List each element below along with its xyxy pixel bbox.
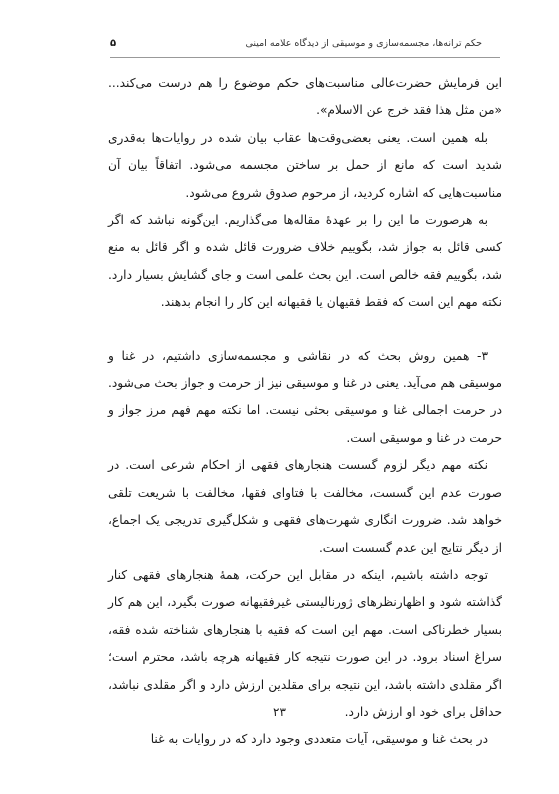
paragraph: توجه داشته باشیم، اینکه در مقابل این حرکت، همهٔ هنجارهای فقهی کنار گذاشته شود و اظهارنظرهای ژورنالیستی غیرفقیهانه صورت بگیرد، این هم کار بسیار خطرناکی است. مهم این است که فقیه با هنجارهای شناخته شده فقه، سراغ اسناد برود. در این صورت نتیجه کار فقیهانه هرچه باشد، محترم است؛ اگر مقلدی داشته باشد، این نتیجه برای مقلدین ارزش دارد و اگر مقلدی نباشد، حداقل برای خود او ارزش دارد. (108, 567, 502, 719)
paragraph: به هرصورت ما این را بر عهدهٔ مقاله‌ها می‌گذاریم. این‌گونه نباشد که اگر کسی قائل به جواز شد، بگوییم خلاف ضرورت قائل شده و اگر قائل به منع شد، بگوییم فقه خالص است. این بحث علمی است و جای گشایش بسیار دارد. نکته مهم این است که فقط فقیهان یا فقیهانه این کار را انجام بدهند. (108, 213, 502, 310)
header-page-number: ۵ (110, 38, 117, 49)
paragraph: نکته مهم دیگر لزوم گسست هنجارهای فقهی از احکام شرعی است. در صورت عدم این گسست، مخالفت با فتاوای فقها، مخالفت با شریعت تلقی خواهد شد. ضرورت انگاری شهرت‌های فقهی و شکل‌گیری تدریجی یک اجماع، از دیگر نتایج این عدم گسست است. (108, 458, 502, 555)
running-header (110, 36, 500, 58)
header-rule (110, 57, 500, 58)
paragraph: در بحث غنا و موسیقی، آیات متعددی وجود دارد که در روایات به غنا (150, 732, 488, 747)
header-title: حکم ترانه‌ها، مجسمه‌سازی و موسیقی از دیدگاه علامه امینی (245, 38, 482, 49)
paragraph: ۳- همین روش بحث که در نقاشی و مجسمه‌سازی داشتیم، در غنا و موسیقی هم می‌آید. یعنی در غنا و موسیقی نیز از حرمت و جواز بحث می‌شود. در حرمت اجمالی غنا و موسیقی بحثی نیست. اما نکته مهم فهم مرز جواز و حرمت در غنا و موسیقی است. (108, 348, 502, 445)
footer-page-number: ۲۳ (273, 705, 286, 719)
paragraph: این فرمایش حضرت‌عالی مناسبت‌های حکم موضوع را هم درست می‌کند... «من مثل هذا فقد خرج عن الاسلام». (108, 76, 502, 118)
body-text (108, 70, 502, 754)
paragraph: بله همین است. یعنی بعضی‌وقت‌ها عقاب بیان شده در روایات‌ها به‌قدری شدید است که مانع از حمل بر ساختن مجسمه می‌شود. اتفاقاً بیان آن مناسبت‌هایی که اشاره کردید، از مرحوم صدوق شروع می‌شود. (108, 130, 502, 200)
